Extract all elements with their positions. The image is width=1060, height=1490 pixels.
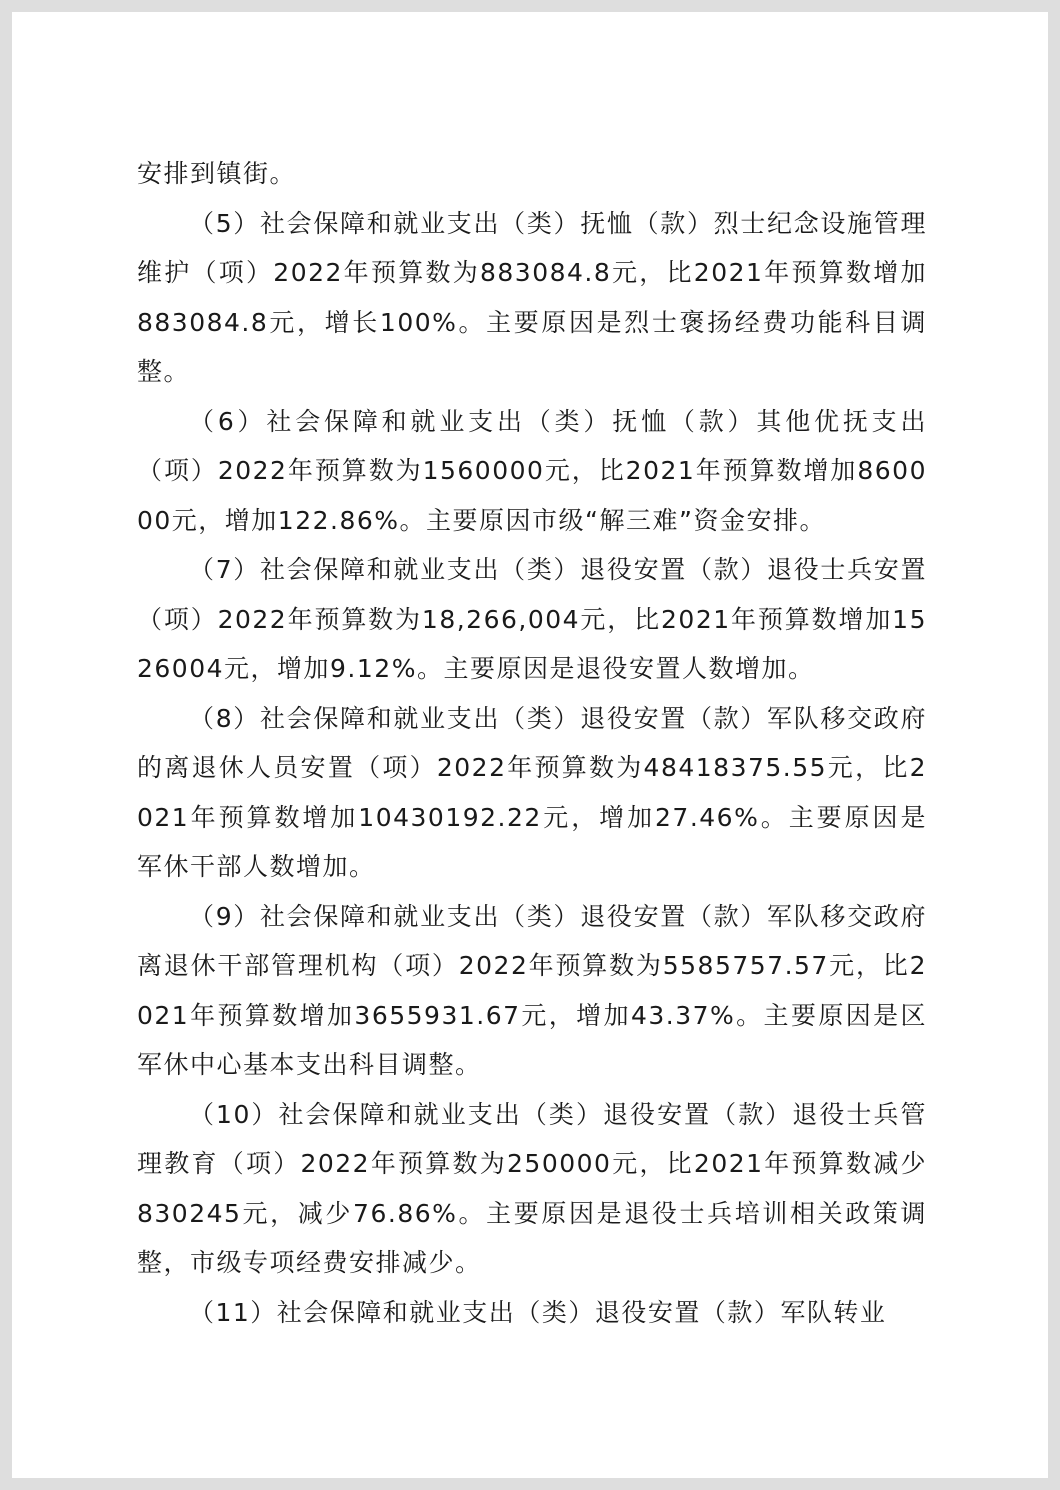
paragraph-item-11: （11）社会保障和就业支出（类）退役安置（款）军队转业	[189, 1297, 887, 1327]
paragraph-item-8: （8）社会保障和就业支出（类）退役安置（款）军队移交政府的离退休人员安置（项）2022年预算数为48418375.55元，比2021年预算数增加10430192.22元，增加27.46%。主要原因是军休干部人数增加。	[137, 703, 927, 881]
paragraph-continuation: 安排到镇街。	[137, 159, 297, 188]
paragraph-item-5: （5）社会保障和就业支出（类）抚恤（款）烈士纪念设施管理维护（项）2022年预算数为883084.8元，比2021年预算数增加883084.8元，增长100%。主要原因是烈士褒扬经费功能科目调整。	[137, 208, 927, 386]
paragraph-item-7: （7）社会保障和就业支出（类）退役安置（款）退役士兵安置（项）2022年预算数为18,266,004元，比2021年预算数增加1526004元，增加9.12%。主要原因是退役安置人数增加。	[137, 555, 927, 683]
paragraph-item-6: （6）社会保障和就业支出（类）抚恤（款）其他优抚支出（项）2022年预算数为1560000元，比2021年预算数增加860000元，增加122.86%。主要原因市级“解三难”资金安排。	[137, 406, 927, 535]
paragraph-item-10: （10）社会保障和就业支出（类）退役安置（款）退役士兵管理教育（项）2022年预算数为250000元，比2021年预算数减少830245元，减少76.86%。主要原因是退役士兵培训相关政策调整，市级专项经费安排减少。	[137, 1099, 927, 1277]
paragraph-item-9: （9）社会保障和就业支出（类）退役安置（款）军队移交政府离退休干部管理机构（项）2022年预算数为5585757.57元，比2021年预算数增加3655931.67元，增加43.37%。主要原因是区军休中心基本支出科目调整。	[137, 901, 927, 1079]
document-body	[137, 149, 927, 1337]
document-page	[12, 12, 1048, 1478]
